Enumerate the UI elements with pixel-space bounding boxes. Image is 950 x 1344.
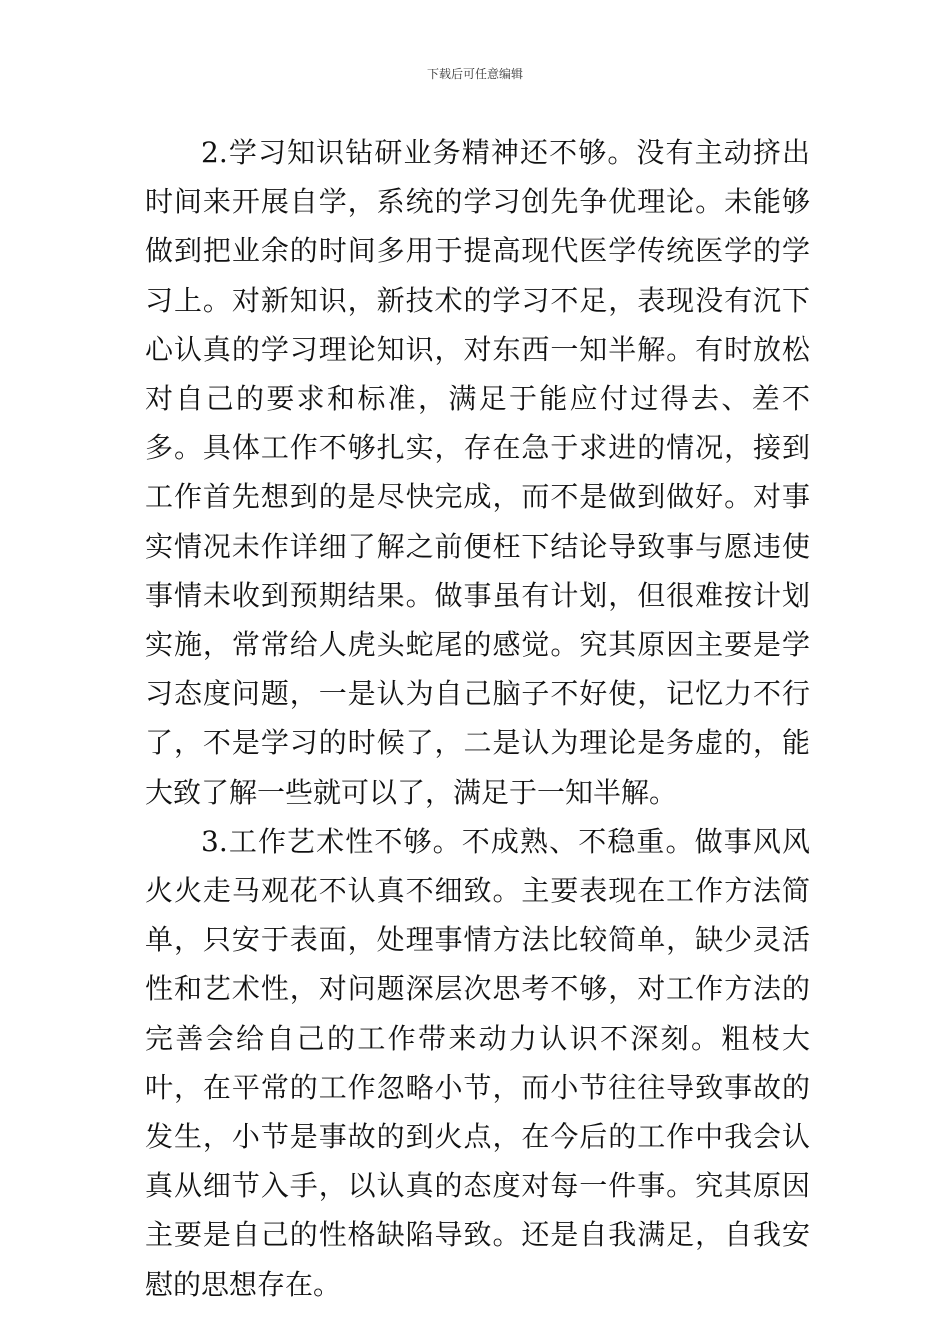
paragraph-2: 2.学习知识钻研业务精神还不够。没有主动挤出时间来开展自学，系统的学习创先争优理论。未能够做到把业余的时间多用于提高现代医学传统医学的学习上。对新知识，新技术的学习不足，表现没有沉下心认真的学习理论知识，对东西一知半解。有时放松对自己的要求和标准，满足于能应付过得去、差不多。具体工作不够扎实，存在急于求进的情况，接到工作首先想到的是尽快完成，而不是做到做好。对事实情况未作详细了解之前便枉下结论导致事与愿违使事情未收到预期结果。做事虽有计划，但很难按计划实施，常常给人虎头蛇尾的感觉。究其原因主要是学习态度问题，一是认为自己脑子不好使，记忆力不行了，不是学习的时候了，二是认为理论是务虚的，能大致了解一些就可以了，满足于一知半解。 bbox=[145, 136, 810, 809]
document-body bbox=[145, 128, 810, 1309]
header-note: 下载后可任意编辑 bbox=[426, 67, 523, 81]
paragraph-3: 3.工作艺术性不够。不成熟、不稳重。做事风风火火走马观花不认真不细致。主要表现在工作方法简单，只安于表面，处理事情方法比较简单，缺少灵活性和艺术性，对问题深层次思考不够，对工作方法的完善会给自己的工作带来动力认识不深刻。粗枝大叶，在平常的工作忽略小节，而小节往往导致事故的发生，小节是事故的到火点，在今后的工作中我会认真从细节入手，以认真的态度对每一件事。究其原因主要是自己的性格缺陷导致。还是自我满足，自我安慰的思想存在。 bbox=[145, 824, 810, 1301]
